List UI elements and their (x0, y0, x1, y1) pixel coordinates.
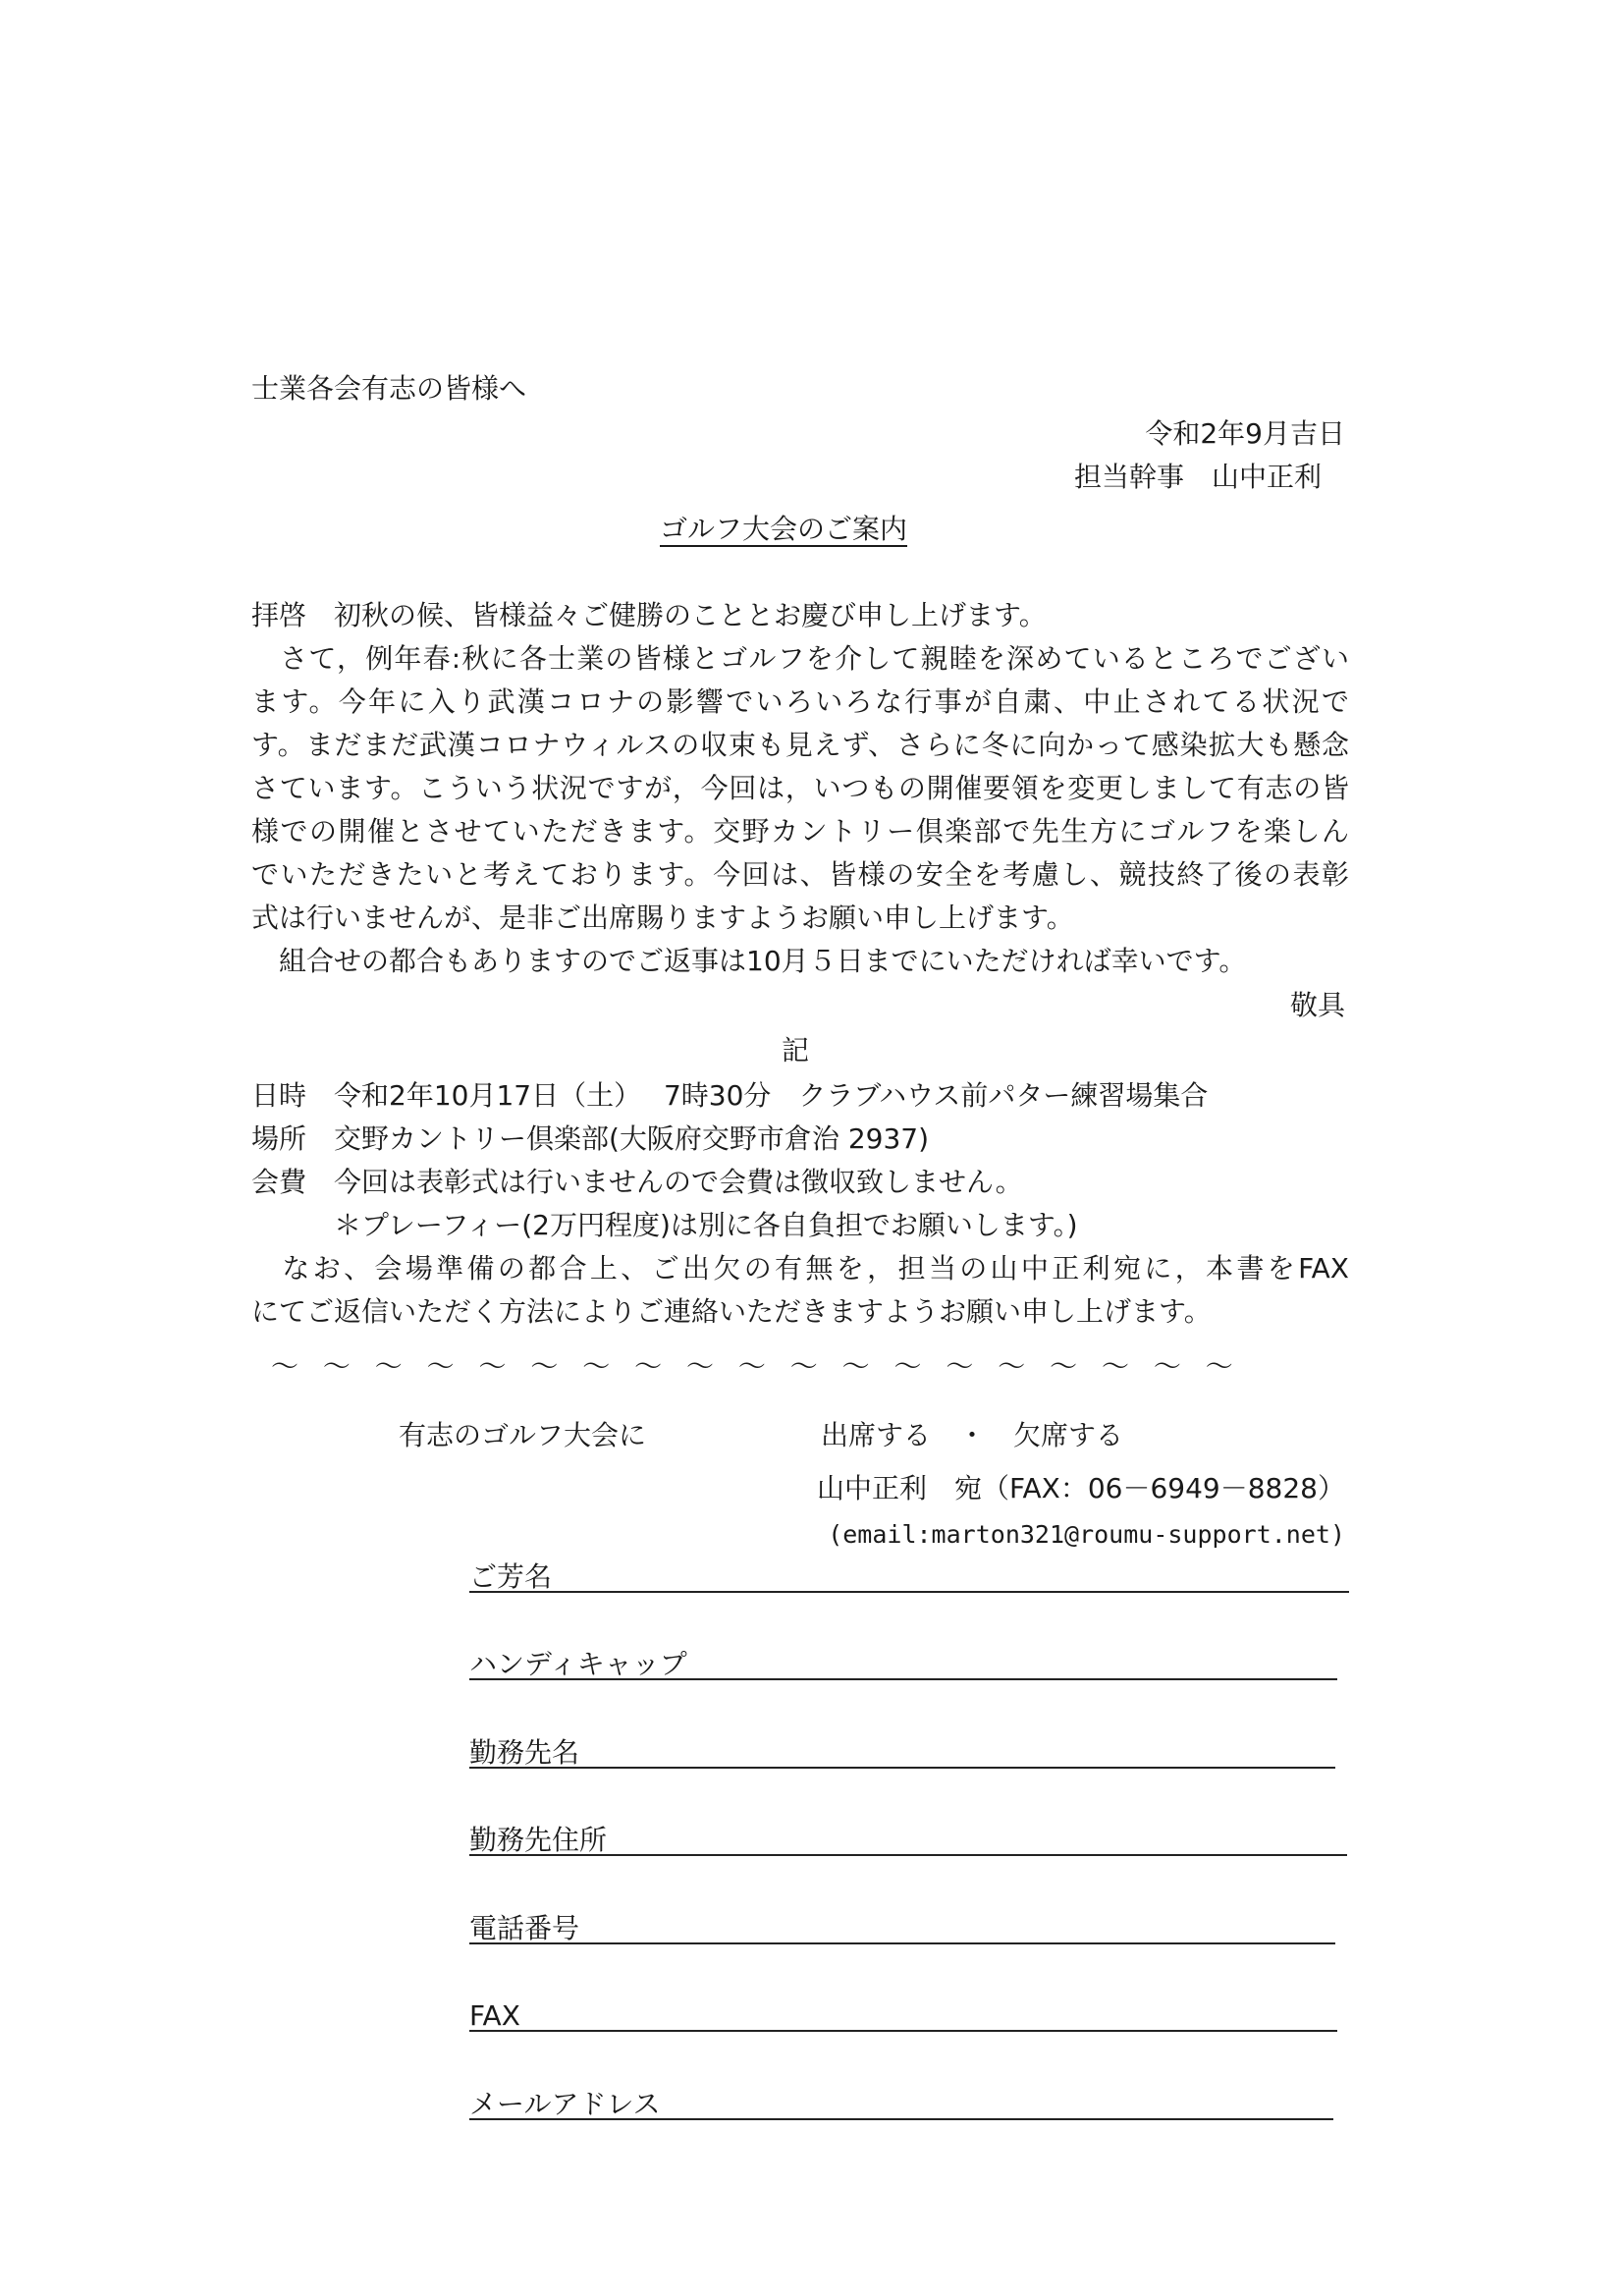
sender: 担当幹事 山中正利 (1073, 461, 1322, 493)
ki-marker: 記 (782, 1034, 810, 1066)
field-company[interactable] (469, 1731, 1335, 1775)
detail-venue: 場所 交野カントリー倶楽部(大阪府交野市倉治 2937) (251, 1122, 930, 1155)
tilde-mark: 〜 (789, 1350, 818, 1383)
field-underline (469, 1942, 1335, 1944)
tilde-mark: 〜 (374, 1350, 403, 1383)
body-line: でいただきたいと考えております。今回は、皆様の安全を考慮し、競技終了後の表彰 (251, 858, 1349, 891)
body-line: ます。今年に入り武漢コロナの影響でいろいろな行事が自粛、中止されてる状況で (251, 685, 1349, 718)
attendance-options[interactable]: 出席する ・ 欠席する (821, 1419, 1124, 1451)
detail-datetime: 日時 令和2年10月17日（土） 7時30分 クラブハウス前パター練習場集合 (251, 1079, 1209, 1112)
note-line: にてご返信いただく方法によりご連絡いただきますようお願い申し上げます。 (251, 1295, 1212, 1328)
field-email[interactable] (469, 2083, 1333, 2126)
document-title: ゴルフ大会のご案内 (660, 513, 908, 545)
tilde-mark: 〜 (530, 1350, 559, 1383)
tilde-mark: 〜 (946, 1350, 974, 1383)
field-underline (469, 1767, 1335, 1769)
tilde-separator (271, 1350, 1233, 1383)
field-underline (469, 2118, 1333, 2120)
tilde-mark: 〜 (686, 1350, 715, 1383)
tilde-mark: 〜 (634, 1350, 663, 1383)
field-underline (469, 1678, 1337, 1680)
body-line: さて，例年春:秋に各士業の皆様とゴルフを介して親睦を深めているところでござい (251, 642, 1349, 675)
reply-fax: 山中正利 宛（FAX：06－6949－8828） (816, 1472, 1345, 1504)
issue-date: 令和2年9月吉日 (1145, 417, 1345, 450)
field-underline (469, 1591, 1349, 1593)
reply-email: (email:marton321@roumu-support.net) (828, 1520, 1345, 1549)
tilde-mark: 〜 (478, 1350, 507, 1383)
field-underline (469, 1854, 1347, 1856)
body-line: 式は行いませんが、是非ご出席賜りますようお願い申し上げます。 (251, 902, 1074, 934)
body-line: 拝啓 初秋の候、皆様益々ご健勝のこととお慶び申し上げます。 (251, 599, 1047, 631)
body-line: す。まだまだ武漢コロナウィルスの収束も見えず、さらに冬に向かって感染拡大も懸念 (251, 729, 1349, 761)
event-details (251, 1074, 1349, 1334)
tilde-mark: 〜 (893, 1350, 922, 1383)
field-label: 勤務先住所 (469, 1824, 608, 1856)
field-company-address[interactable] (469, 1819, 1347, 1862)
field-label: メールアドレス (469, 2088, 661, 2120)
note-line: なお、会場準備の都合上、ご出欠の有無を，担当の山中正利宛に，本書をFAX (251, 1252, 1349, 1285)
body-paragraph (251, 594, 1349, 983)
body-line: 様での開催とさせていただきます。交野カントリー倶楽部で先生方にゴルフを楽しん (251, 815, 1349, 847)
field-fax[interactable] (469, 1995, 1337, 2038)
field-underline (469, 2030, 1337, 2032)
tilde-mark: 〜 (582, 1350, 611, 1383)
field-label: 電話番号 (469, 1912, 580, 1944)
reply-event: 有志のゴルフ大会に (399, 1419, 647, 1451)
detail-fee: 会費 今回は表彰式は行いませんので会費は徴収致しません。 (251, 1166, 1023, 1198)
field-label: ご芳名 (469, 1560, 553, 1593)
tilde-mark: 〜 (1205, 1350, 1233, 1383)
field-name[interactable] (469, 1556, 1349, 1599)
field-label: 勤務先名 (469, 1736, 580, 1769)
closing-keigu: 敬具 (1289, 989, 1345, 1021)
field-label: ハンディキャップ (469, 1648, 687, 1680)
tilde-mark: 〜 (322, 1350, 351, 1383)
body-line: さています。こういう状況ですが，今回は，いつもの開催要領を変更しまして有志の皆 (251, 772, 1349, 804)
body-line: 組合せの都合もありますのでご返事は10月５日までにいただければ幸いです。 (251, 945, 1247, 977)
tilde-mark: 〜 (737, 1350, 766, 1383)
tilde-mark: 〜 (841, 1350, 870, 1383)
tilde-mark: 〜 (998, 1350, 1026, 1383)
tilde-mark: 〜 (1050, 1350, 1078, 1383)
tilde-mark: 〜 (1102, 1350, 1130, 1383)
detail-fee-note: ＊プレーフィー(2万円程度)は別に各自負担でお願いします。) (251, 1209, 1078, 1241)
tilde-mark: 〜 (271, 1350, 299, 1383)
field-phone[interactable] (469, 1907, 1335, 1950)
tilde-mark: 〜 (1153, 1350, 1181, 1383)
field-label: FAX (469, 1999, 520, 2032)
tilde-mark: 〜 (426, 1350, 455, 1383)
field-handicap[interactable] (469, 1643, 1337, 1686)
addressee: 士業各会有志の皆様へ (251, 372, 527, 405)
